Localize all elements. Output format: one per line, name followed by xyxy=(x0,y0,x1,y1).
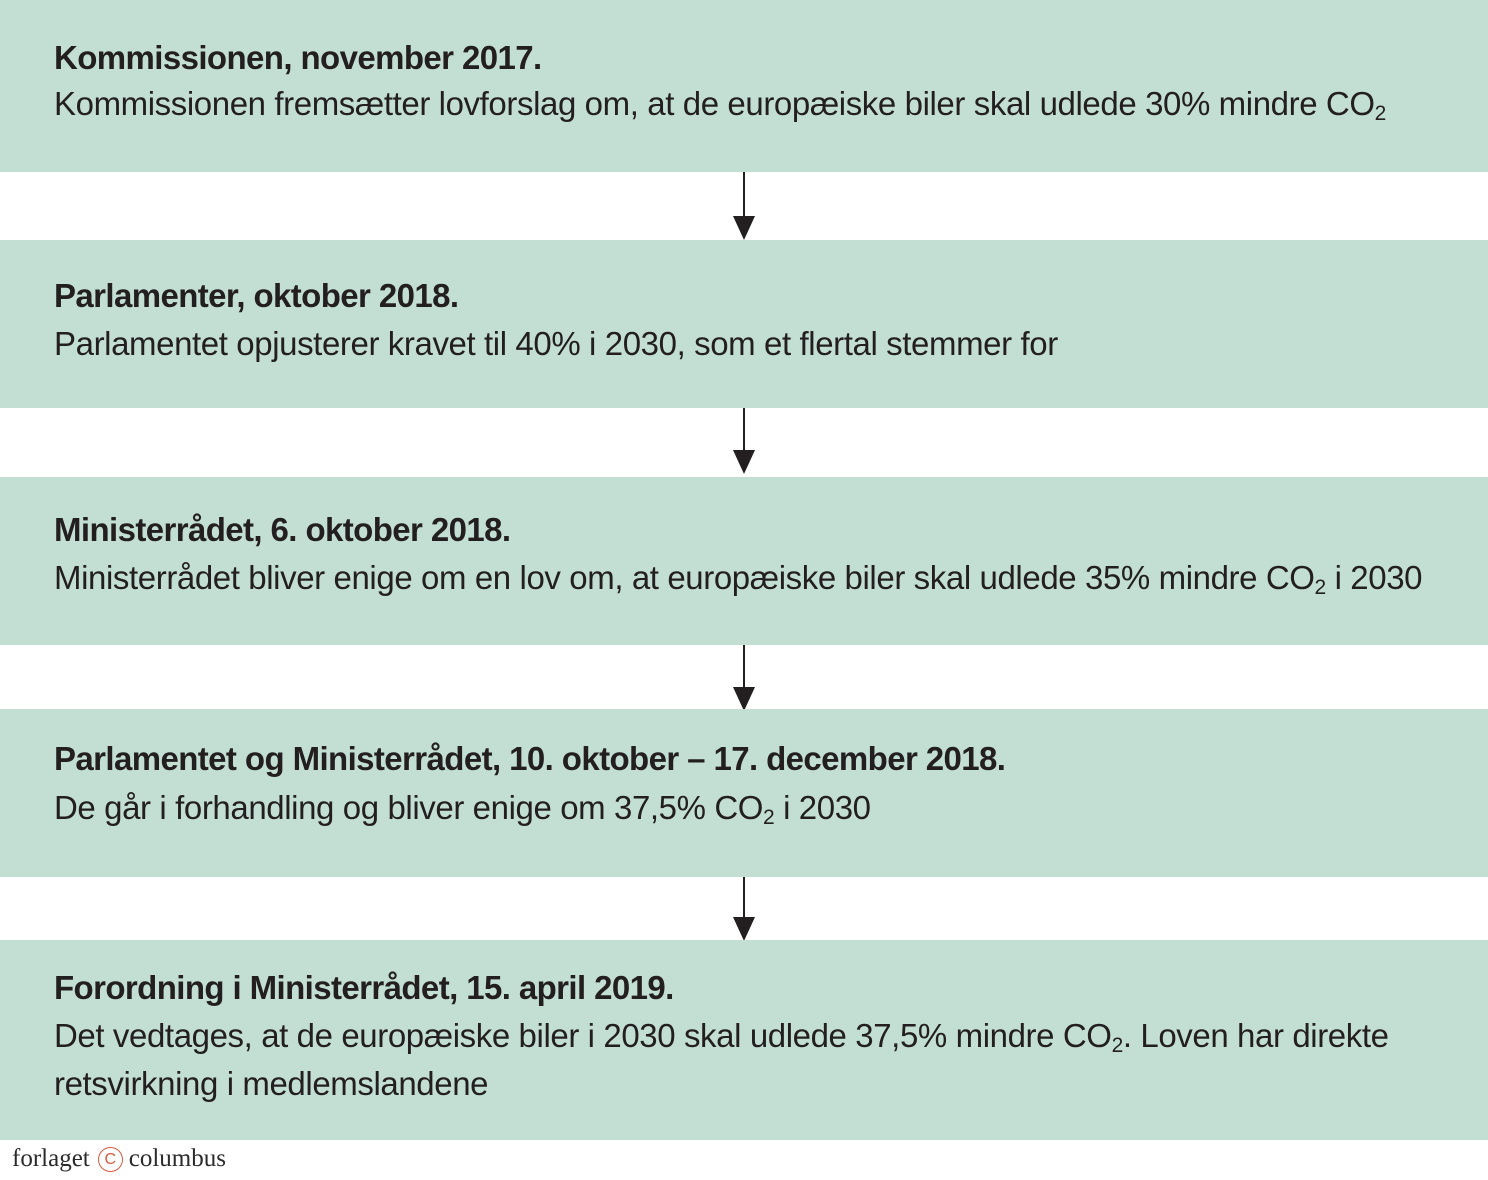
step-title: Forordning i Ministerrådet, 15. april 2019. xyxy=(54,969,674,1006)
publisher-logo xyxy=(12,1145,226,1173)
flow-step-5 xyxy=(0,940,1488,1140)
flow-step-1 xyxy=(0,0,1488,172)
down-arrow-icon xyxy=(733,408,755,474)
down-arrow-icon xyxy=(733,645,755,711)
flow-step-2 xyxy=(0,240,1488,408)
logo-text-right: columbus xyxy=(128,1145,226,1172)
step-text: Ministerrådet bliver enige om en lov om, at europæiske biler skal udlede 35% mindre $CO_2$ i 2030 xyxy=(54,559,1423,599)
copyright-icon: C xyxy=(98,1147,123,1172)
step-text: Parlamentet opjusterer kravet til 40% i 2030, som et flertal stemmer for xyxy=(54,325,1058,362)
step-text: Kommissionen fremsætter lovforslag om, at de europæiske biler skal udlede 30% mindre $CO_2$ xyxy=(54,85,1386,125)
logo-text-left: forlaget xyxy=(12,1145,90,1172)
step-text: De går i forhandling og bliver enige om 37,5% $CO_2$ i 2030 xyxy=(54,789,871,829)
step-title: Parlamenter, oktober 2018. xyxy=(54,277,459,314)
step-title: Parlamentet og Ministerrådet, 10. oktober – 17. december 2018. xyxy=(54,740,1006,777)
step-text: Det vedtages, at de europæiske biler i 2030 skal udlede 37,5% mindre $CO_2$. Loven har direkte retsvirkning i medlemslandene xyxy=(54,1017,1389,1102)
step-title: Ministerrådet, 6. oktober 2018. xyxy=(54,511,511,548)
step-title: Kommissionen, november 2017. xyxy=(54,39,542,76)
down-arrow-icon xyxy=(733,172,755,240)
down-arrow-icon xyxy=(733,877,755,941)
flow-step-4 xyxy=(0,709,1488,877)
flow-step-3 xyxy=(0,477,1488,645)
